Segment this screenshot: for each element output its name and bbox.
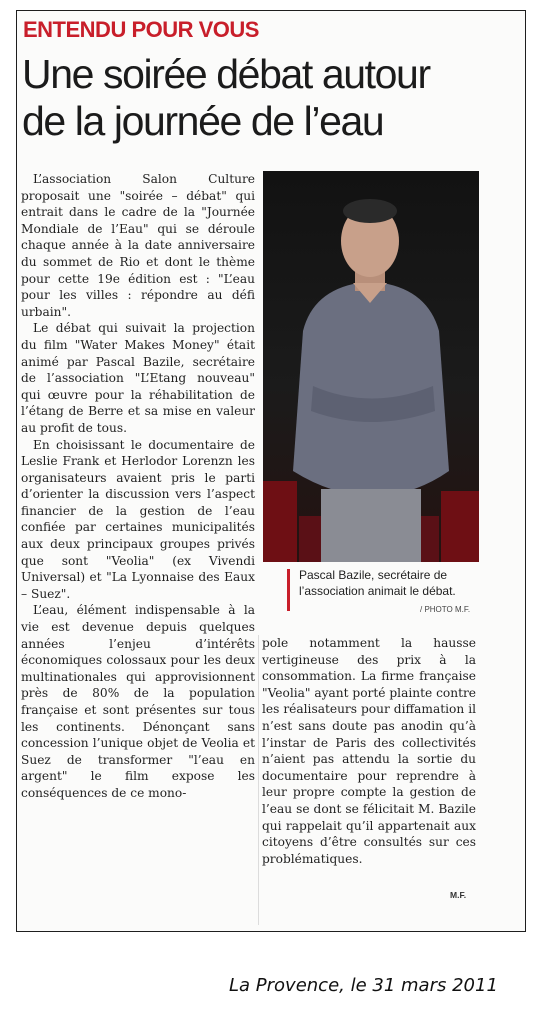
kicker: ENTENDU POUR VOUS <box>23 17 259 42</box>
article-column-2 <box>262 635 476 867</box>
photo-caption: Pascal Bazile, secrétaire de l’association animait le débat. <box>299 568 456 598</box>
photo-credit: / PHOTO M.F. <box>420 605 471 614</box>
paragraph-3: En choisissant le documentaire de Leslie Frank et Herlodor Lorenzn les organisateurs avaient pris le parti d’orienter la discussion vers l’aspect financier de la gestion de l’eau confiée par certaines municipalités aux deux principaux groupes privés que sont "Veolia" (ex Vivendi Universal) et "La Lyonnaise des Eaux – Suez". <box>21 437 255 601</box>
caption-accent-bar <box>287 569 290 611</box>
newspaper-clipping <box>16 10 526 932</box>
headline-line-1: Une soirée débat autour <box>22 51 430 97</box>
headline-line-2: de la journée de l’eau <box>22 98 384 144</box>
author-signature: M.F. <box>450 890 467 900</box>
source-line: La Provence, le 31 mars 2011 <box>229 975 498 996</box>
paragraph-5: pole notamment la hausse vertigineuse des prix à la consommation. La firme française "Veolia" ayant porté plainte contre les réalisateurs pour diffamation il n’est sans doute pas anodin qu’à l’instar de Paris des collectivités n’aient pas attendu la sortie du documentaire pour reprendre à leur propre compte la gestion de l’eau se dont se félicitait M. Bazile qui rappelait qu’il appartenait aux citoyens d’être consultés sur ces problématiques. <box>262 636 477 866</box>
photo-illustration <box>263 171 479 562</box>
article-column-1 <box>21 171 255 802</box>
paragraph-1: L’association Salon Culture proposait une "soirée – débat" qui entrait dans le cadre de la "Journée Mondiale de l’Eau" qui se déroule chaque année à la date anniversaire du sommet de Rio et dont le thème pour cette 19e édition est : "L’eau pour les villes : répondre au défi urbain". <box>21 172 255 319</box>
paragraph-4: L’eau, élément indispensable à la vie est devenue depuis quelques années l’enjeu d’intérêts économiques colossaux pour les deux multinationales qui approvisionnent près de 80% de la population française et sont présentes sur tous les continents. Dénonçant sans concession l’unique objet de Veolia et Suez de transformer "l’eau en argent" le film expose les conséquences de ce mono- <box>21 603 255 800</box>
headline <box>22 51 522 145</box>
paragraph-2: Le débat qui suivait la projection du film "Water Makes Money" était animé par Pascal Bazile, secrétaire de l’association "L’Etang nouveau" qui œuvre pour la réhabilitation de l’étang de Berre et sa mise en valeur au profit de tous. <box>21 321 255 435</box>
column-divider <box>258 635 259 925</box>
article-photo <box>263 171 479 562</box>
